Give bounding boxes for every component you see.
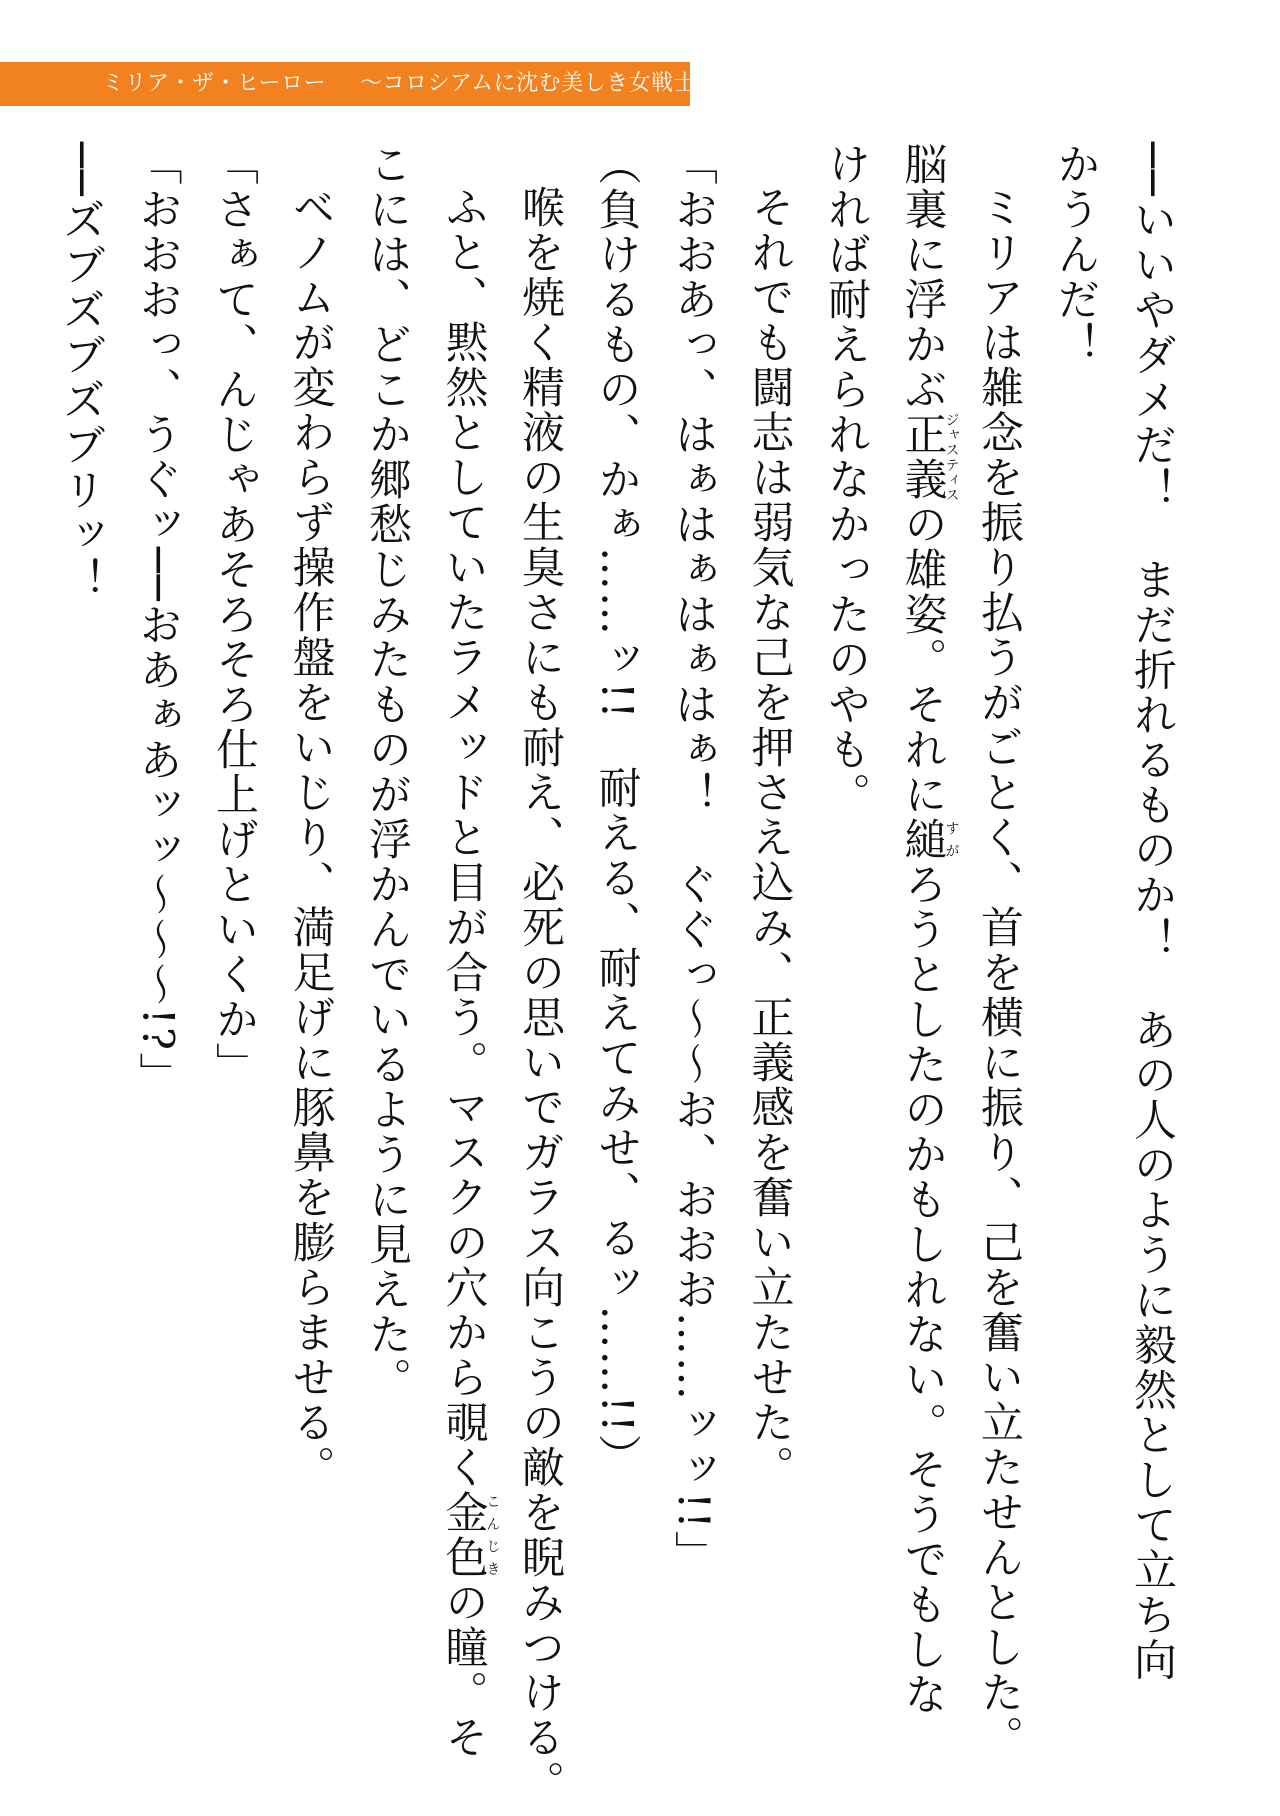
text-line: ふと、黙然としていたラメッドと目が合う。マスクの穴から覗く金色こんじきの瞳。そ [438, 185, 501, 1760]
text-line: ベノムが変わらず操作盤をいじり、満足げに豚鼻を膨らませる。 [285, 185, 336, 1490]
text-line: ミリアは雑念を振り払うがごとく、首を横に振り、己を奮い立たせんとした。 [974, 185, 1024, 1760]
text-line: ──ズブズブズブリッ！ [56, 142, 106, 603]
series-subtitle: 〜コロシアムに沈む美しき女戦士たち〜 [360, 71, 764, 96]
novel-text [56, 142, 1190, 1805]
running-header [0, 62, 764, 106]
ruby-sugaru: 縋すが [897, 817, 960, 862]
ruby-konjiki: 金色こんじき [438, 1490, 501, 1580]
text-line: かうんだ！ [1050, 142, 1101, 367]
text-line: こには、どこか郷愁じみたものが浮かんでいるように見えた。 [362, 142, 412, 1402]
text-line: 脳裏に浮かぶ正義ジャスティスの雄姿。それに縋すがろうとしたのかもしれない。そうでもしな [897, 142, 960, 1717]
dialogue-line: 「さぁて、んじゃあそろそろ仕上げといくか」 [209, 142, 259, 1087]
text-line: ければ耐えられなかったのやも。 [821, 142, 871, 817]
text-line: 喉を焼く精液の生臭さにも耐え、必死の思いでガラス向こうの敵を睨みつける。 [515, 185, 565, 1805]
text-line: それでも闘志は弱気な己を押さえ込み、正義感を奮い立たせた。 [744, 185, 795, 1490]
dialogue-line: 「おおあっ、はぁはぁはぁはぁ！ ぐぐっ〜〜お、おおお……ッッ!!」 [668, 142, 718, 1576]
dialogue-line: 「おおおっ、うぐッ──おあぁあッッ〜〜〜!?」 [132, 142, 183, 1098]
ruby-justice: 正義ジャスティス [897, 412, 960, 502]
thought-line: （負けるもの、かぁ……ッ!! 耐える、耐えてみせ、るッ……!!） [591, 142, 642, 1480]
series-title: ミリア・ザ・ヒーロー [102, 71, 327, 96]
text-line: ──いいやダメだ！ まだ折れるものか！ あの人のように毅然として立ち向 [1127, 142, 1177, 1683]
